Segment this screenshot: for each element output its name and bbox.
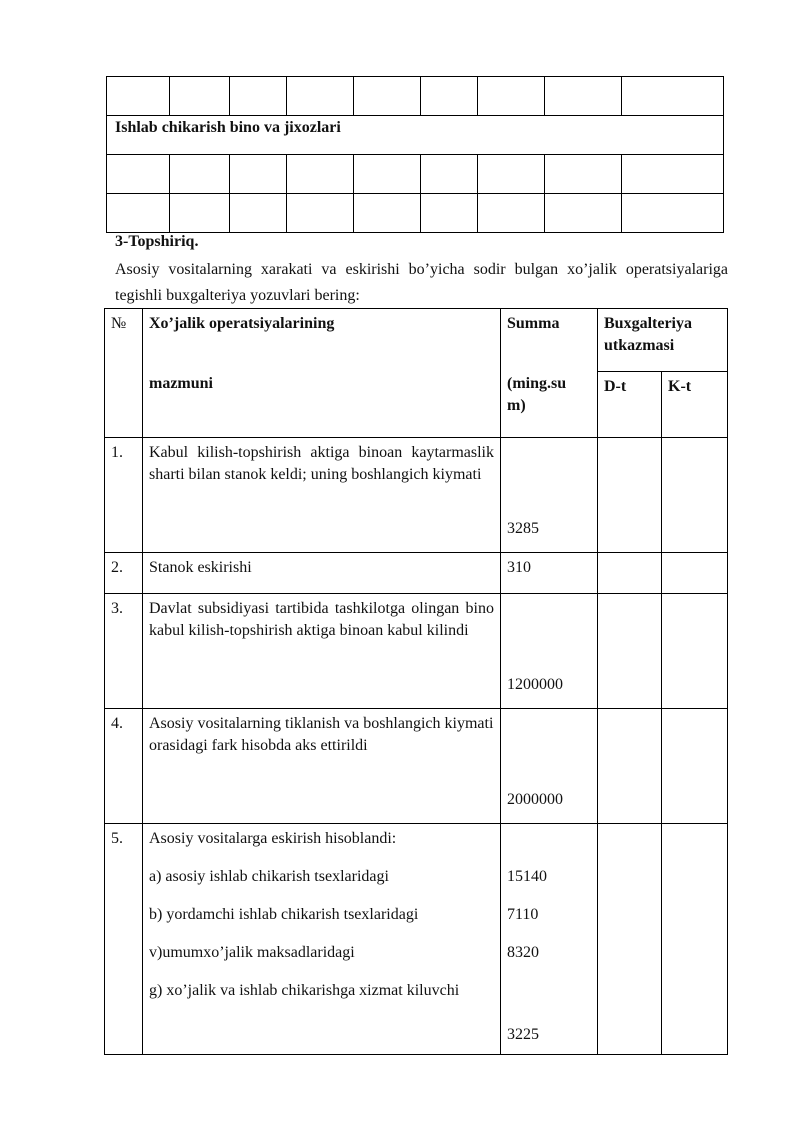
sub-item-sum: 8320	[507, 944, 539, 961]
row-debit	[598, 594, 662, 709]
row-sum: 3285	[501, 438, 598, 553]
row-text: Stanok eskirishi	[143, 553, 501, 594]
row-debit	[598, 553, 662, 594]
header-sum	[501, 309, 598, 438]
table-row	[105, 438, 728, 553]
row-number: 4.	[105, 709, 143, 824]
row-debit	[598, 709, 662, 824]
sub-item: a) asosiy ishlab chikarish tsexlaridagi	[149, 868, 389, 885]
row-text: Davlat subsidiyasi tartibida tashkilotga olingan bino kabul kilish-topshirish aktiga binoan kabul kilindi	[143, 594, 501, 709]
row-sum: 2000000	[501, 709, 598, 824]
row-debit	[598, 438, 662, 553]
task-description: Asosiy vositalarning xarakati va eskirishi bo’yicha sodir bulgan xo’jalik operatsiyalariga tegishli buxgalteriya yozuvlari bering:	[115, 261, 728, 304]
header-debit: D-t	[598, 372, 662, 438]
task-title: 3-Topshiriq.	[115, 233, 199, 250]
header-entry: Buxgalteriya utkazmasi	[598, 309, 728, 372]
sub-item-sum: 7110	[507, 906, 539, 923]
row-credit	[662, 553, 728, 594]
row-number: 5.	[105, 824, 143, 1055]
top-table	[106, 76, 724, 233]
table-row	[105, 824, 728, 1055]
row-text-intro: Asosiy vositalarga eskirish hisoblandi:	[149, 830, 397, 847]
table-row	[107, 77, 724, 116]
sub-item-sum: 15140	[507, 868, 547, 885]
table-header-row	[105, 309, 728, 372]
header-content-line2: mazmuni	[149, 375, 213, 392]
table-row	[107, 155, 724, 194]
section-label: Ishlab chikarish bino va jixozlari	[107, 116, 724, 155]
sub-item: g) xo’jalik va ishlab chikarishga xizmat kiluvchi	[149, 982, 460, 999]
row-number: 2.	[105, 553, 143, 594]
row-credit	[662, 438, 728, 553]
table-row	[105, 594, 728, 709]
row-text	[143, 824, 501, 1055]
row-credit	[662, 594, 728, 709]
header-sum-line1: Summa	[507, 315, 560, 332]
header-sum-line2: (ming.su m)	[507, 375, 567, 414]
sub-item: b) yordamchi ishlab chikarish tsexlaridagi	[149, 906, 419, 923]
row-debit	[598, 824, 662, 1055]
header-content-line1: Xo’jalik operatsiyalarining	[149, 315, 335, 332]
row-sum	[501, 824, 598, 1055]
row-text: Asosiy vositalarning tiklanish va boshlangich kiymati orasidagi fark hisobda aks ettirildi	[143, 709, 501, 824]
sub-item: v)umumxo’jalik maksadlaridagi	[149, 944, 355, 961]
header-number: №	[105, 309, 143, 438]
row-number: 1.	[105, 438, 143, 553]
row-number: 3.	[105, 594, 143, 709]
header-credit: K-t	[662, 372, 728, 438]
table-row	[107, 116, 724, 155]
row-credit	[662, 824, 728, 1055]
table-row	[105, 553, 728, 594]
table-row	[107, 194, 724, 233]
row-text: Kabul kilish-topshirish aktiga binoan kaytarmaslik sharti bilan stanok keldi; uning boshlangich kiymati	[143, 438, 501, 553]
operations-table	[104, 308, 728, 1055]
row-sum: 310	[501, 553, 598, 594]
row-credit	[662, 709, 728, 824]
row-sum: 1200000	[501, 594, 598, 709]
sub-item-sum: 3225	[507, 1026, 539, 1043]
table-row	[105, 709, 728, 824]
header-content	[143, 309, 501, 438]
